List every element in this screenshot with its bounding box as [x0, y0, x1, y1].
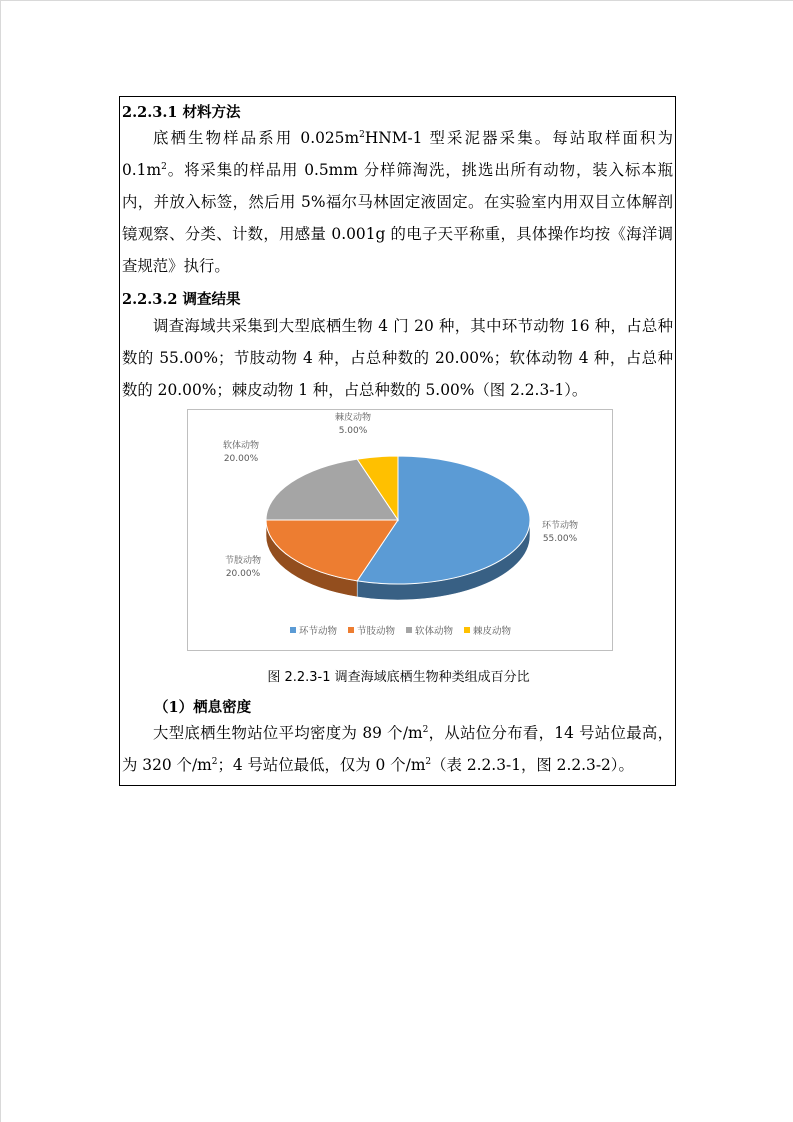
density-text-2: ，从站位分布看，14 号站位最高，为 320 个/m: [122, 724, 673, 774]
legend-label-mollusca: 软体动物: [415, 626, 454, 637]
section-heading-methods: 2.2.3.1 材料方法: [122, 104, 241, 121]
density-paragraph: [122, 717, 673, 781]
methods-paragraph: [122, 122, 673, 282]
figure-caption: 图 2.2.3-1 调查海域底栖生物种类组成百分比: [267, 670, 530, 685]
density-text-4: （表 2.2.3-1，图 2.2.3-2）。: [431, 756, 634, 774]
pie-chart-figure: [187, 409, 613, 651]
page-edge-top: [0, 0, 793, 1]
data-label-value-annelida: 55.00%: [542, 534, 578, 544]
density-heading: （1）栖息密度: [154, 699, 252, 716]
legend-label-arthropoda: 节肢动物: [357, 626, 396, 637]
legend-swatch-echinodermata: [464, 627, 470, 633]
data-label-value-mollusca: 20.00%: [223, 454, 259, 464]
density-text-1: 大型底栖生物站位平均密度为 89 个/m: [153, 724, 423, 742]
legend-label-echinodermata: 棘皮动物: [473, 626, 512, 637]
density-sup-1: 2: [422, 725, 429, 735]
data-label-name-echinodermata: 棘皮动物: [334, 413, 372, 423]
legend-swatch-annelida: [290, 627, 296, 633]
methods-sup-2: 2: [161, 162, 167, 172]
methods-sup-1: 2: [359, 130, 365, 140]
methods-text-2: HNM-1 型采泥器采集。每站取样面积为 0.1m: [122, 129, 673, 179]
results-paragraph: 调查海域共采集到大型底栖生物 4 门 20 种，其中环节动物 16 种，占总种数的 55.00%；节肢动物 4 种，占总种数的 20.00%；软体动物 4 种，占总种数的 20.00%；棘皮动物 1 种，占总种数的 5.00%（图 2.2.3-1）。: [122, 317, 673, 399]
data-label-name-annelida: 环节动物: [541, 521, 579, 531]
density-sup-3: 2: [425, 757, 432, 767]
page-edge: [0, 0, 1, 1122]
density-text-3: ；4 号站位最低，仅为 0 个/m: [217, 756, 426, 774]
methods-text-3: 。将采集的样品用 0.5mm 分样筛淘洗，挑选出所有动物，装入标本瓶内，并放入标签，然后用 5%福尔马林固定液固定。在实验室内用双目立体解剖镜观察、分类、计数，用感量 0.001g 的电子天平称重，具体操作均按《海洋调查规范》执行。: [122, 161, 673, 275]
methods-text-1: 底栖生物样品系用 0.025m: [153, 129, 360, 147]
legend-swatch-arthropoda: [348, 627, 354, 633]
data-label-value-echinodermata: 5.00%: [338, 426, 368, 436]
legend-label-annelida: 环节动物: [299, 626, 338, 637]
legend-swatch-mollusca: [406, 627, 412, 633]
data-label-name-arthropoda: 节肢动物: [224, 556, 262, 566]
data-label-value-arthropoda: 20.00%: [225, 569, 261, 579]
section-heading-results: 2.2.3.2 调查结果: [122, 291, 241, 308]
data-label-name-mollusca: 软体动物: [222, 441, 260, 451]
content-frame: [119, 96, 676, 786]
pie-chart: [188, 410, 612, 650]
density-sup-2: 2: [211, 757, 218, 767]
